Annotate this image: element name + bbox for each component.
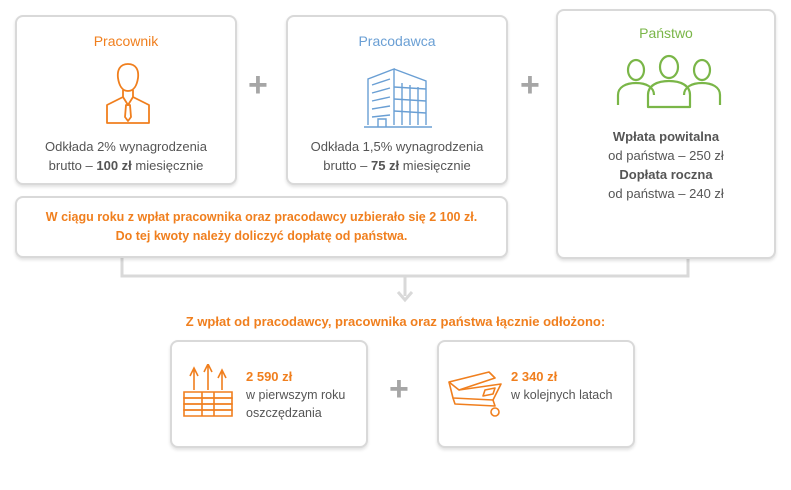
employer-line2-suffix: miesięcznie xyxy=(399,158,471,173)
plus-sign-3: + xyxy=(389,370,409,408)
employee-title: Pracownik xyxy=(93,33,159,49)
employer-card xyxy=(286,15,508,185)
office-building-icon xyxy=(364,59,434,131)
annual-value: od państwa – 240 zł xyxy=(608,186,724,201)
second-desc xyxy=(511,386,612,404)
employer-amount: 75 zł xyxy=(370,158,400,173)
first-line1: w pierwszym roku xyxy=(246,388,346,402)
employee-card xyxy=(15,15,237,185)
annual-title xyxy=(558,165,774,184)
summary-title: Z wpłat od pracodawcy, pracownika oraz państwa łącznie odłożono: xyxy=(185,314,606,329)
year-note-card xyxy=(15,196,508,258)
second-amount: 2 340 zł xyxy=(511,369,558,384)
welcome-title-text: Wpłata powitalna xyxy=(612,129,720,144)
group-people-icon xyxy=(614,53,724,109)
employer-desc xyxy=(288,137,506,175)
employer-title: Pracodawca xyxy=(358,33,436,49)
plus-sign-2: + xyxy=(520,66,540,104)
employee-line2-prefix: brutto – xyxy=(48,158,97,173)
second-line1: w kolejnych latach xyxy=(511,388,613,402)
wallet-icon xyxy=(445,368,505,418)
money-growth-icon xyxy=(180,364,236,422)
first-amount: 2 590 zł xyxy=(246,369,293,384)
employee-desc xyxy=(17,137,235,175)
employee-icon xyxy=(104,61,152,131)
summary-first-card xyxy=(170,340,368,448)
plus-sign-1: + xyxy=(248,66,268,104)
welcome-title xyxy=(558,127,774,146)
employee-line2-suffix: miesięcznie xyxy=(131,158,204,173)
annual-title-text: Dopłata roczna xyxy=(619,167,713,182)
employer-line2-prefix: brutto – xyxy=(323,158,371,173)
employee-line1: Odkłada 2% wynagrodzenia xyxy=(45,139,207,154)
state-title: Państwo xyxy=(639,25,693,41)
year-note-text xyxy=(17,208,506,246)
year-note-line1: W ciągu roku z wpłat pracownika oraz pracodawcy uzbierało się 2 100 zł. xyxy=(45,210,478,224)
first-line2: oszczędzania xyxy=(246,406,322,420)
employee-line2 xyxy=(17,156,235,175)
employee-amount: 100 zł xyxy=(96,158,132,173)
summary-second-card xyxy=(437,340,635,448)
employer-line2 xyxy=(288,156,506,175)
year-note-line2: Do tej kwoty należy doliczyć dopłatę od państwa. xyxy=(115,229,408,243)
state-card xyxy=(556,9,776,259)
employer-line1: Odkłada 1,5% wynagrodzenia xyxy=(310,139,484,154)
welcome-value: od państwa – 250 zł xyxy=(608,148,724,163)
state-desc xyxy=(558,127,774,203)
first-desc xyxy=(246,386,345,422)
